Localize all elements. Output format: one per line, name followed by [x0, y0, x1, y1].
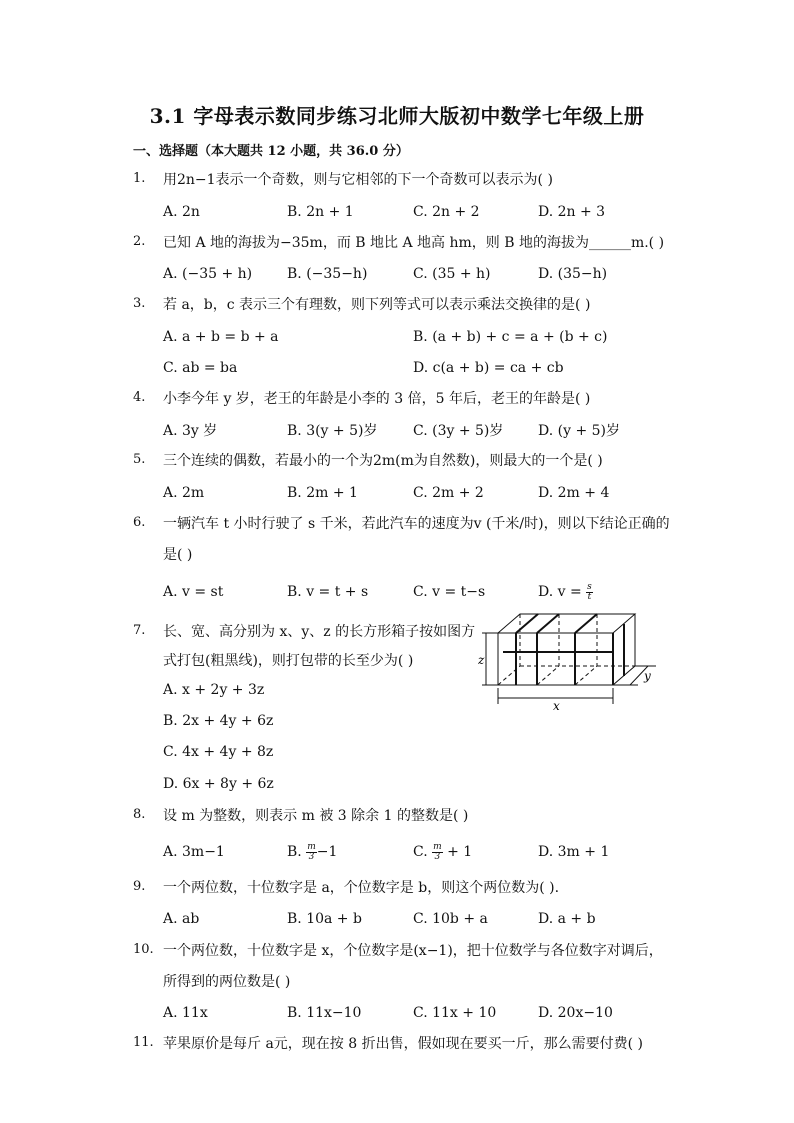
question-number: 11. [133, 1035, 154, 1050]
question-stem-continued: 式打包(粗黑线)，则打包带的长至少为( ) [163, 653, 414, 669]
question-number: 2. [133, 234, 146, 249]
option-c: C. 10b + a [413, 911, 488, 927]
option-c: C. v = t−s [413, 584, 486, 600]
fraction [306, 843, 317, 862]
question-number: 6. [133, 515, 146, 530]
option-a: A. 2n [163, 204, 200, 220]
option-c: C. ab = ba [163, 360, 238, 376]
fraction-numerator: m [433, 841, 442, 852]
fraction [586, 583, 593, 602]
option-b: B. 2x + 4y + 6z [163, 713, 274, 729]
option-a: A. v = st [163, 584, 224, 600]
label-y: y [644, 669, 651, 683]
option-c: C. (35 + h) [413, 266, 491, 282]
question-stem: 已知 A 地的海拔为−35m，而 B 地比 A 地高 hm，则 B 地的海拔为______m.( ) [163, 235, 665, 251]
fraction-numerator: m [307, 841, 316, 852]
option-d-text: D. v = [538, 584, 582, 600]
option-b: B. 2m + 1 [287, 485, 358, 501]
question-number: 9. [133, 879, 146, 894]
question-stem: 一个两位数，十位数字是 x，个位数字是(x−1)，把十位数学与各位数字对调后， [163, 943, 663, 959]
question-number: 7. [133, 623, 146, 638]
option-b: B. (a + b) + c = a + (b + c) [413, 329, 608, 345]
fraction-numerator: s [587, 581, 592, 592]
option-d: D. (35−h) [538, 266, 608, 282]
question-stem: 三个连续的偶数，若最小的一个为2m(m为自然数)，则最大的一个是( ) [163, 453, 603, 469]
label-z: z [478, 653, 485, 667]
fraction-denominator: t [587, 591, 592, 602]
option-b-tail: −1 [316, 844, 338, 860]
question-stem: 若 a，b，c 表示三个有理数，则下列等式可以表示乘法交换律的是( ) [163, 297, 591, 313]
question-number: 10. [133, 942, 154, 957]
option-b: B. (−35−h) [287, 266, 368, 282]
option-c: C. (3y + 5)岁 [413, 423, 504, 439]
option-b-label: B. [287, 844, 307, 860]
option-c [413, 842, 472, 862]
option-c: C. 4x + 4y + 8z [163, 744, 274, 760]
fraction-denominator: 3 [308, 851, 315, 862]
option-b: B. 11x−10 [287, 1005, 362, 1021]
option-a: A. (−35 + h) [163, 266, 253, 282]
option-a: A. 11x [163, 1005, 208, 1021]
option-b [287, 842, 337, 862]
option-d: D. a + b [538, 911, 596, 927]
option-d: D. 2m + 4 [538, 485, 610, 501]
question-stem: 一辆汽车 t 小时行驶了 s 千米，若此汽车的速度为v (千米/时)，则以下结论正确的 [163, 516, 670, 532]
option-a: A. 3y 岁 [163, 423, 218, 439]
question-stem: 设 m 为整数，则表示 m 被 3 除余 1 的整数是( ) [163, 808, 469, 824]
option-c: C. 2m + 2 [413, 485, 484, 501]
question-number: 4. [133, 390, 146, 405]
option-b: B. v = t + s [287, 584, 369, 600]
fraction-denominator: 3 [434, 851, 441, 862]
question-number: 3. [133, 296, 146, 311]
question-stem-continued: 所得到的两位数是( ) [163, 974, 291, 990]
option-c: C. 11x + 10 [413, 1005, 497, 1021]
option-b: B. 10a + b [287, 911, 362, 927]
option-d: D. 3m + 1 [538, 844, 610, 860]
option-b: B. 2n + 1 [287, 204, 354, 220]
option-a: A. ab [163, 911, 200, 927]
option-d: D. 20x−10 [538, 1005, 613, 1021]
option-a: A. x + 2y + 3z [163, 682, 265, 698]
question-number: 8. [133, 807, 146, 822]
section-heading: 一、选择题（本大题共 12 小题，共 36.0 分） [133, 144, 409, 159]
option-c: C. 2n + 2 [413, 204, 480, 220]
label-x: x [553, 699, 560, 712]
question-stem: 用2n−1表示一个奇数，则与它相邻的下一个奇数可以表示为( ) [163, 172, 553, 188]
question-stem: 小李今年 y 岁，老王的年龄是小李的 3 倍，5 年后，老王的年龄是( ) [163, 391, 591, 407]
option-d: D. c(a + b) = ca + cb [413, 360, 564, 376]
option-d: D. 2n + 3 [538, 204, 606, 220]
option-d: D. 6x + 8y + 6z [163, 776, 274, 792]
option-a: A. a + b = b + a [163, 329, 279, 345]
question-stem: 苹果原价是每斤 a元，现在按 8 折出售，假如现在要买一斤，那么需要付费( ) [163, 1036, 643, 1052]
option-c-tail: + 1 [442, 844, 473, 860]
option-b: B. 3(y + 5)岁 [287, 423, 378, 439]
question-number: 1. [133, 171, 146, 186]
packing-box-figure [478, 606, 664, 712]
option-c-label: C. [413, 844, 433, 860]
page-title: 3.1 字母表示数同步练习北师大版初中数学七年级上册 [149, 104, 645, 128]
question-stem: 一个两位数，十位数字是 a，个位数字是 b，则这个两位数为( ). [163, 880, 560, 896]
option-d: D. (y + 5)岁 [538, 423, 620, 439]
fraction [432, 843, 443, 862]
option-a: A. 3m−1 [163, 844, 225, 860]
question-stem: 长、宽、高分别为 x、y、z 的长方形箱子按如图方 [163, 624, 476, 640]
question-stem-continued: 是( ) [163, 547, 193, 563]
question-number: 5. [133, 452, 146, 467]
option-d [538, 582, 593, 602]
option-a: A. 2m [163, 485, 205, 501]
